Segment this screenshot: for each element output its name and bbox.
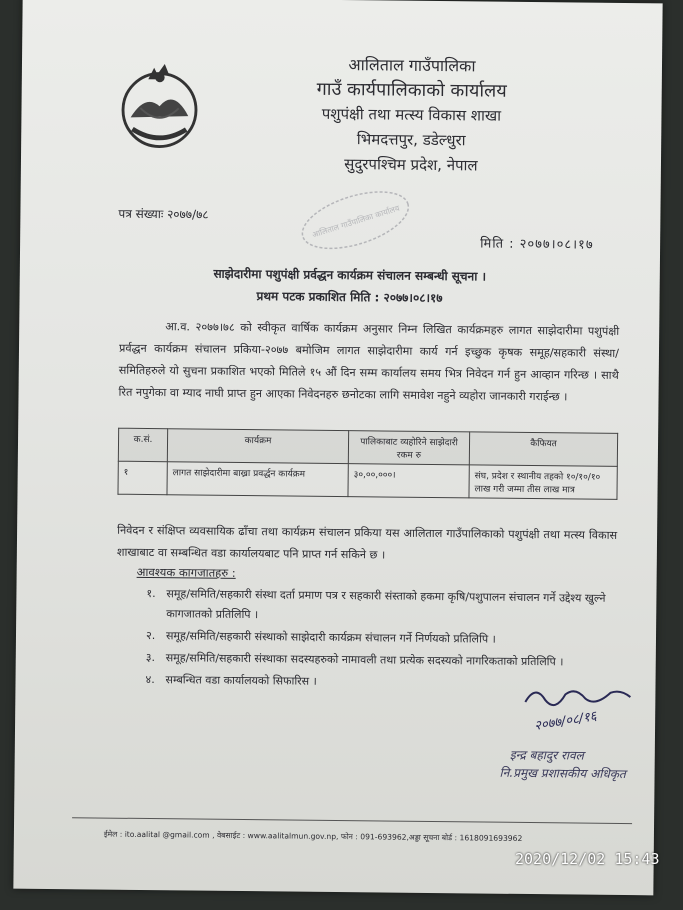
signature	[515, 682, 646, 743]
letterhead	[271, 51, 552, 179]
col-program: कार्यक्रम	[167, 429, 348, 464]
province: सुदुरपश्चिम प्रदेश, नेपाल	[344, 155, 478, 175]
notice-body	[118, 316, 619, 409]
table-header-row	[118, 428, 617, 466]
nepal-emblem-icon	[111, 60, 208, 157]
cell-sn: १	[118, 461, 167, 495]
footer-contact: ईमेल : ito.aalital @gmail.com , वेबसाईट : www.aalitalmun.gov.np, फोन : 091-693962,अड्डा सूचना बोर्ड : 1618091693962	[103, 829, 523, 843]
photo-timestamp: 2020/12/02 15:43	[515, 850, 660, 868]
list-item: २. समूह/समिति/सहकारी संस्थाको साझेदारी कार्यक्रम संचालन गर्ने निर्णयको प्रतिलिपि ।	[145, 629, 496, 646]
list-item: १. समूह/समिति/सहकारी संस्था दर्ता प्रमाण पत्र र सहकारी संस्ताको हकमा कृषि/पशुपालन संचालन गर्ने उद्देश्य खुल्ने कागजातको प्रतिलिपि ।	[146, 587, 606, 622]
notice-body-text: आ.व. २०७७।७८ को स्वीकृत वार्षिक कार्यक्रम अनुसार निम्न लिखित कार्यक्रमहरु लागत साझेदारीमा पशुपंक्षी प्रर्वद्धन कार्यक्रम संचालन प्रकिया-२०७७ बमोजिम लागत साझेदारीमा कार्य गर्न इच्छुक कृषक समूह/सहकारी संस्था/समितिहरुले यो सुचना प्रकाशित भएको मितिले १५ औं दिन सम्म कार्यालय समय भित्र निवेदन गर्न हुन आव्हान गरिन्छ । साथै रित नपुगेका वा म्याद नाघी प्राप्त हुन आएका निवेदनहरु छनोटका लागि समावेश नहुने व्यहोरा जानकारी गराईन्छ ।	[118, 320, 620, 404]
municipality-name: आलिताल गाउँपालिका	[348, 55, 476, 76]
letter-date: मिति : २०७७।०८।१७	[480, 236, 594, 253]
program-table	[117, 428, 618, 500]
branch-name: पशुपंक्षी तथा मत्स्य विकास शाखा	[321, 104, 502, 125]
footer-divider	[72, 817, 632, 824]
cell-remarks: संघ, प्रदेश र स्थानीय तहको १०/१०/१० लाख गरी जम्मा तीस लाख मात्र	[469, 465, 617, 500]
signer-title: नि.प्रमुख प्रशासकीय अधिकृत	[499, 765, 626, 782]
application-info: निवेदन र संक्षिप्त व्यवसायिक ढाँचा तथा कार्यक्रम संचालन प्रकिया यस आलिताल गाउँपालिकाको पशुपंक्षी तथा मत्स्य विकास शाखाबाट वा सम्बन्धित वडा कार्यालयबाट पनि प्राप्त गर्न सकिने छ ।	[116, 523, 618, 562]
cell-program: लागत साझेदारीमा बाख्रा प्रवर्द्धन कार्यक्रम	[167, 462, 348, 497]
stamp-text: आलिताल गाउँपालिका कार्यालय	[311, 203, 401, 240]
signature-date: २०७७/०८/१६	[533, 708, 598, 735]
office-name: गाउँ कार्यपालिकाको कार्यालय	[316, 78, 507, 102]
notice-title: साझेदारीमा पशुपंक्षी प्रर्वद्धन कार्यक्रम संचालन सम्बन्धी सूचना ।	[213, 266, 487, 284]
documents-heading: आवश्यक कागजातहरु :	[136, 564, 236, 580]
list-item: ३. समूह/समिति/सहकारी संस्थाका सदस्यहरुको नामावली तथा प्रत्येक सदस्यको नागरिकताको प्रतिलिपि ।	[145, 650, 564, 669]
col-remarks: कैफियत	[469, 432, 617, 467]
address: भिमदत्तपुर, डडेल्धुरा	[356, 130, 466, 150]
documents-list	[145, 584, 626, 697]
col-amount: पालिकाबाट व्यहोरिने साझेदारी रकम रु	[348, 431, 469, 465]
first-published-date: प्रथम पटक प्रकाशित मिति : २०७७।०८।१७	[256, 289, 443, 306]
table-row	[118, 461, 617, 499]
list-item: ४. सम्बन्धित वडा कार्यालयको सिफारिस ।	[145, 672, 317, 688]
office-stamp	[289, 174, 421, 267]
reference-number: पत्र संख्याः २०७७/७८	[118, 206, 209, 222]
notice-paper	[13, 0, 662, 895]
col-sn: क.सं.	[118, 428, 167, 462]
cell-amount: ३०,००,०००।	[348, 464, 469, 498]
signer-name: इन्द्र बहादुर रावल	[509, 747, 584, 763]
